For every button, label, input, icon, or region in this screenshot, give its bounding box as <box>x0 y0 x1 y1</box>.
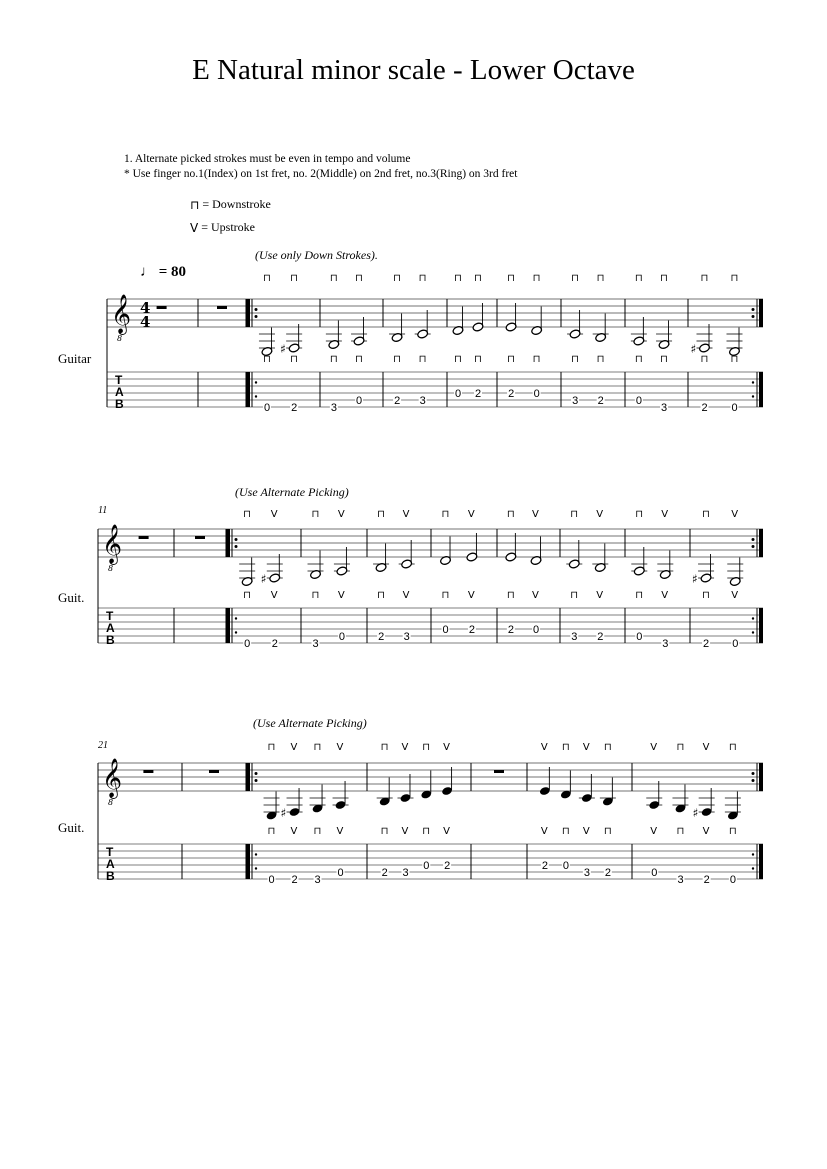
svg-text:0: 0 <box>244 638 251 650</box>
svg-text:⊓: ⊓ <box>267 742 276 753</box>
svg-text:⊓: ⊓ <box>290 273 298 284</box>
svg-text:2: 2 <box>291 402 298 414</box>
svg-text:3: 3 <box>677 874 684 886</box>
svg-text:♯: ♯ <box>280 806 287 820</box>
svg-text:2: 2 <box>394 395 401 407</box>
svg-text:2: 2 <box>597 395 604 407</box>
svg-text:⊓: ⊓ <box>311 509 320 520</box>
svg-text:♯: ♯ <box>692 572 698 586</box>
svg-text:⊓: ⊓ <box>313 826 322 837</box>
svg-text:3: 3 <box>312 638 319 650</box>
svg-text:⊓: ⊓ <box>313 742 322 753</box>
svg-text:0: 0 <box>356 395 363 407</box>
svg-text:V: V <box>290 826 298 837</box>
svg-text:V: V <box>443 742 450 753</box>
svg-text:⊓: ⊓ <box>603 826 612 837</box>
svg-text:⊓: ⊓ <box>730 354 739 365</box>
svg-text:0: 0 <box>268 874 275 886</box>
svg-text:⊓: ⊓ <box>422 742 431 753</box>
svg-text:0: 0 <box>732 638 739 650</box>
svg-text:2: 2 <box>444 860 451 872</box>
svg-text:V: V <box>532 590 539 601</box>
svg-text:♯: ♯ <box>692 806 699 820</box>
svg-text:2: 2 <box>378 631 385 643</box>
svg-text:⊓: ⊓ <box>507 273 515 284</box>
svg-text:B: B <box>115 397 124 411</box>
svg-text:8: 8 <box>108 564 114 573</box>
svg-text:V: V <box>596 590 604 601</box>
svg-text:⊓: ⊓ <box>660 273 668 284</box>
svg-text:♯: ♯ <box>280 342 286 356</box>
svg-text:⊓: ⊓ <box>532 273 541 284</box>
svg-text:4: 4 <box>140 313 151 331</box>
svg-text:2: 2 <box>508 388 515 400</box>
svg-text:⊓: ⊓ <box>474 273 482 284</box>
svg-text:⊓: ⊓ <box>596 273 605 284</box>
svg-text:V: V <box>337 509 345 520</box>
svg-text:0: 0 <box>263 402 271 414</box>
svg-text:⊓: ⊓ <box>561 826 570 837</box>
svg-text:⊓: ⊓ <box>290 354 298 365</box>
svg-text:⊓: ⊓ <box>635 590 644 601</box>
svg-text:♯: ♯ <box>260 572 267 586</box>
svg-text:B: B <box>106 633 115 647</box>
svg-text:⊓: ⊓ <box>561 742 570 753</box>
svg-text:3: 3 <box>583 867 590 879</box>
svg-text:2: 2 <box>597 631 604 643</box>
svg-text:⊓: ⊓ <box>474 354 482 365</box>
svg-text:0: 0 <box>533 388 540 400</box>
svg-text:0: 0 <box>423 860 430 872</box>
svg-text:⊓: ⊓ <box>506 590 515 601</box>
svg-text:0: 0 <box>729 874 736 886</box>
svg-text:⊓: ⊓ <box>380 826 389 837</box>
quarter-note-icon: ♩ <box>140 264 155 280</box>
svg-text:⊓: ⊓ <box>571 354 579 365</box>
upstroke-icon: V <box>190 220 199 235</box>
svg-text:⊓: ⊓ <box>422 826 431 837</box>
system-3-annotation: (Use Alternate Picking) <box>253 716 367 730</box>
svg-text:⊓: ⊓ <box>377 590 385 601</box>
legend-downstroke-label: = Downstroke <box>202 197 271 211</box>
svg-text:0: 0 <box>731 402 738 414</box>
svg-text:V: V <box>443 826 450 837</box>
svg-text:⊓: ⊓ <box>660 354 668 365</box>
svg-text:⊓: ⊓ <box>702 509 710 520</box>
svg-text:⊓: ⊓ <box>728 742 737 753</box>
svg-text:⊓: ⊓ <box>506 509 515 520</box>
svg-text:⊓: ⊓ <box>243 509 251 520</box>
svg-text:⊓: ⊓ <box>676 742 685 753</box>
svg-text:8: 8 <box>117 334 123 343</box>
svg-text:0: 0 <box>651 867 658 879</box>
svg-text:2: 2 <box>604 867 611 879</box>
svg-text:0: 0 <box>337 867 344 879</box>
svg-text:⊓: ⊓ <box>393 354 401 365</box>
svg-text:𝄞: 𝄞 <box>102 524 123 564</box>
svg-text:V: V <box>402 590 410 601</box>
svg-text:2: 2 <box>381 867 388 879</box>
svg-text:𝄞: 𝄞 <box>102 758 123 798</box>
svg-text:A: A <box>115 385 124 399</box>
svg-text:V: V <box>336 742 344 753</box>
svg-text:3: 3 <box>662 638 669 650</box>
svg-text:⊓: ⊓ <box>507 354 515 365</box>
svg-text:2: 2 <box>271 638 278 650</box>
svg-text:⊓: ⊓ <box>728 826 737 837</box>
svg-text:3: 3 <box>419 395 426 407</box>
svg-text:⊓: ⊓ <box>596 354 605 365</box>
svg-text:V: V <box>582 826 590 837</box>
downstroke-icon: ⊓ <box>190 197 200 212</box>
svg-text:2: 2 <box>703 874 710 886</box>
instruction-line-1: 1. Alternate picked strokes must be even in tempo and volume <box>124 153 411 165</box>
svg-text:⊓: ⊓ <box>267 826 276 837</box>
svg-text:2: 2 <box>541 860 548 872</box>
svg-text:2: 2 <box>291 874 298 886</box>
system-2-instrument-label: Guit. <box>58 590 85 605</box>
svg-text:V: V <box>731 509 739 520</box>
svg-text:3: 3 <box>314 874 321 886</box>
score-title: E Natural minor scale - Lower Octave <box>192 54 635 86</box>
svg-text:⊓: ⊓ <box>441 590 450 601</box>
svg-text:T: T <box>106 609 114 623</box>
svg-text:V: V <box>661 509 669 520</box>
svg-text:𝄞: 𝄞 <box>111 294 132 334</box>
svg-text:V: V <box>650 742 658 753</box>
svg-text:⊓: ⊓ <box>700 354 709 365</box>
svg-text:3: 3 <box>402 867 409 879</box>
svg-text:V: V <box>337 590 345 601</box>
system-3-measure-number: 21 <box>98 740 108 751</box>
svg-text:V: V <box>650 826 658 837</box>
svg-text:0: 0 <box>562 860 569 872</box>
svg-text:2: 2 <box>468 624 476 636</box>
svg-text:8: 8 <box>108 798 114 807</box>
svg-text:A: A <box>106 857 115 871</box>
system-2-annotation: (Use Alternate Picking) <box>235 485 349 499</box>
svg-text:⊓: ⊓ <box>329 354 338 365</box>
svg-text:V: V <box>540 826 548 837</box>
svg-text:3: 3 <box>661 402 668 414</box>
svg-text:⊓: ⊓ <box>634 273 643 284</box>
svg-text:⊓: ⊓ <box>355 354 363 365</box>
svg-text:⊓: ⊓ <box>454 354 462 365</box>
svg-text:V: V <box>336 826 344 837</box>
svg-text:3: 3 <box>572 395 579 407</box>
svg-text:⊓: ⊓ <box>676 826 685 837</box>
svg-text:⊓: ⊓ <box>700 273 709 284</box>
svg-text:T: T <box>115 373 123 387</box>
svg-text:⊓: ⊓ <box>418 354 427 365</box>
svg-text:⊓: ⊓ <box>329 273 338 284</box>
svg-text:⊓: ⊓ <box>634 354 643 365</box>
svg-text:⊓: ⊓ <box>243 590 251 601</box>
svg-text:V: V <box>290 742 298 753</box>
svg-text:3: 3 <box>403 631 410 643</box>
svg-text:⊓: ⊓ <box>418 273 427 284</box>
svg-text:2: 2 <box>475 388 482 400</box>
system-1-instrument-label: Guitar <box>58 351 92 366</box>
svg-text:⊓: ⊓ <box>532 354 541 365</box>
svg-text:3: 3 <box>330 402 337 414</box>
svg-text:0: 0 <box>635 395 642 407</box>
system-2-measure-number: 11 <box>98 505 108 516</box>
svg-text:⊓: ⊓ <box>571 273 579 284</box>
svg-text:2: 2 <box>701 402 708 414</box>
svg-text:V: V <box>467 509 475 520</box>
svg-text:V: V <box>467 590 475 601</box>
svg-text:V: V <box>270 590 278 601</box>
tempo-value: = 80 <box>158 264 187 280</box>
legend-upstroke-label: = Upstroke <box>201 220 255 234</box>
svg-text:⊓: ⊓ <box>393 273 401 284</box>
svg-text:0: 0 <box>442 624 449 636</box>
svg-text:2: 2 <box>507 624 514 636</box>
svg-text:V: V <box>532 509 539 520</box>
svg-text:⊓: ⊓ <box>730 273 739 284</box>
svg-text:4: 4 <box>140 299 151 317</box>
svg-text:0: 0 <box>455 388 462 400</box>
svg-text:V: V <box>270 509 278 520</box>
svg-text:⊓: ⊓ <box>311 590 320 601</box>
svg-text:♯: ♯ <box>690 342 697 356</box>
svg-text:⊓: ⊓ <box>603 742 612 753</box>
svg-text:⊓: ⊓ <box>570 509 579 520</box>
svg-text:T: T <box>106 845 114 859</box>
svg-text:V: V <box>582 742 590 753</box>
svg-text:V: V <box>661 590 669 601</box>
svg-text:V: V <box>731 590 739 601</box>
svg-text:0: 0 <box>636 631 643 643</box>
svg-text:V: V <box>401 742 409 753</box>
svg-text:V: V <box>540 742 548 753</box>
instruction-line-2: * Use finger no.1(Index) on 1st fret, no. 2(Middle) on 2nd fret, no.3(Ring) on 3rd fret <box>124 168 518 180</box>
svg-text:⊓: ⊓ <box>702 590 710 601</box>
svg-text:V: V <box>702 826 710 837</box>
svg-text:B: B <box>106 869 115 883</box>
system-1-annotation: (Use only Down Strokes). <box>255 248 378 262</box>
svg-text:0: 0 <box>338 631 346 643</box>
svg-text:0: 0 <box>533 624 540 636</box>
svg-text:⊓: ⊓ <box>262 354 271 365</box>
svg-text:⊓: ⊓ <box>635 509 644 520</box>
svg-text:2: 2 <box>703 638 710 650</box>
svg-text:V: V <box>702 742 710 753</box>
svg-text:V: V <box>401 826 409 837</box>
svg-text:V: V <box>402 509 410 520</box>
svg-text:⊓: ⊓ <box>380 742 389 753</box>
svg-text:A: A <box>106 621 115 635</box>
svg-text:⊓: ⊓ <box>262 273 271 284</box>
svg-text:⊓: ⊓ <box>441 509 450 520</box>
system-3-instrument-label: Guit. <box>58 820 85 835</box>
svg-text:⊓: ⊓ <box>454 273 462 284</box>
svg-text:3: 3 <box>571 631 578 643</box>
svg-text:⊓: ⊓ <box>570 590 579 601</box>
svg-text:⊓: ⊓ <box>377 509 385 520</box>
svg-text:V: V <box>596 509 604 520</box>
svg-text:⊓: ⊓ <box>355 273 363 284</box>
